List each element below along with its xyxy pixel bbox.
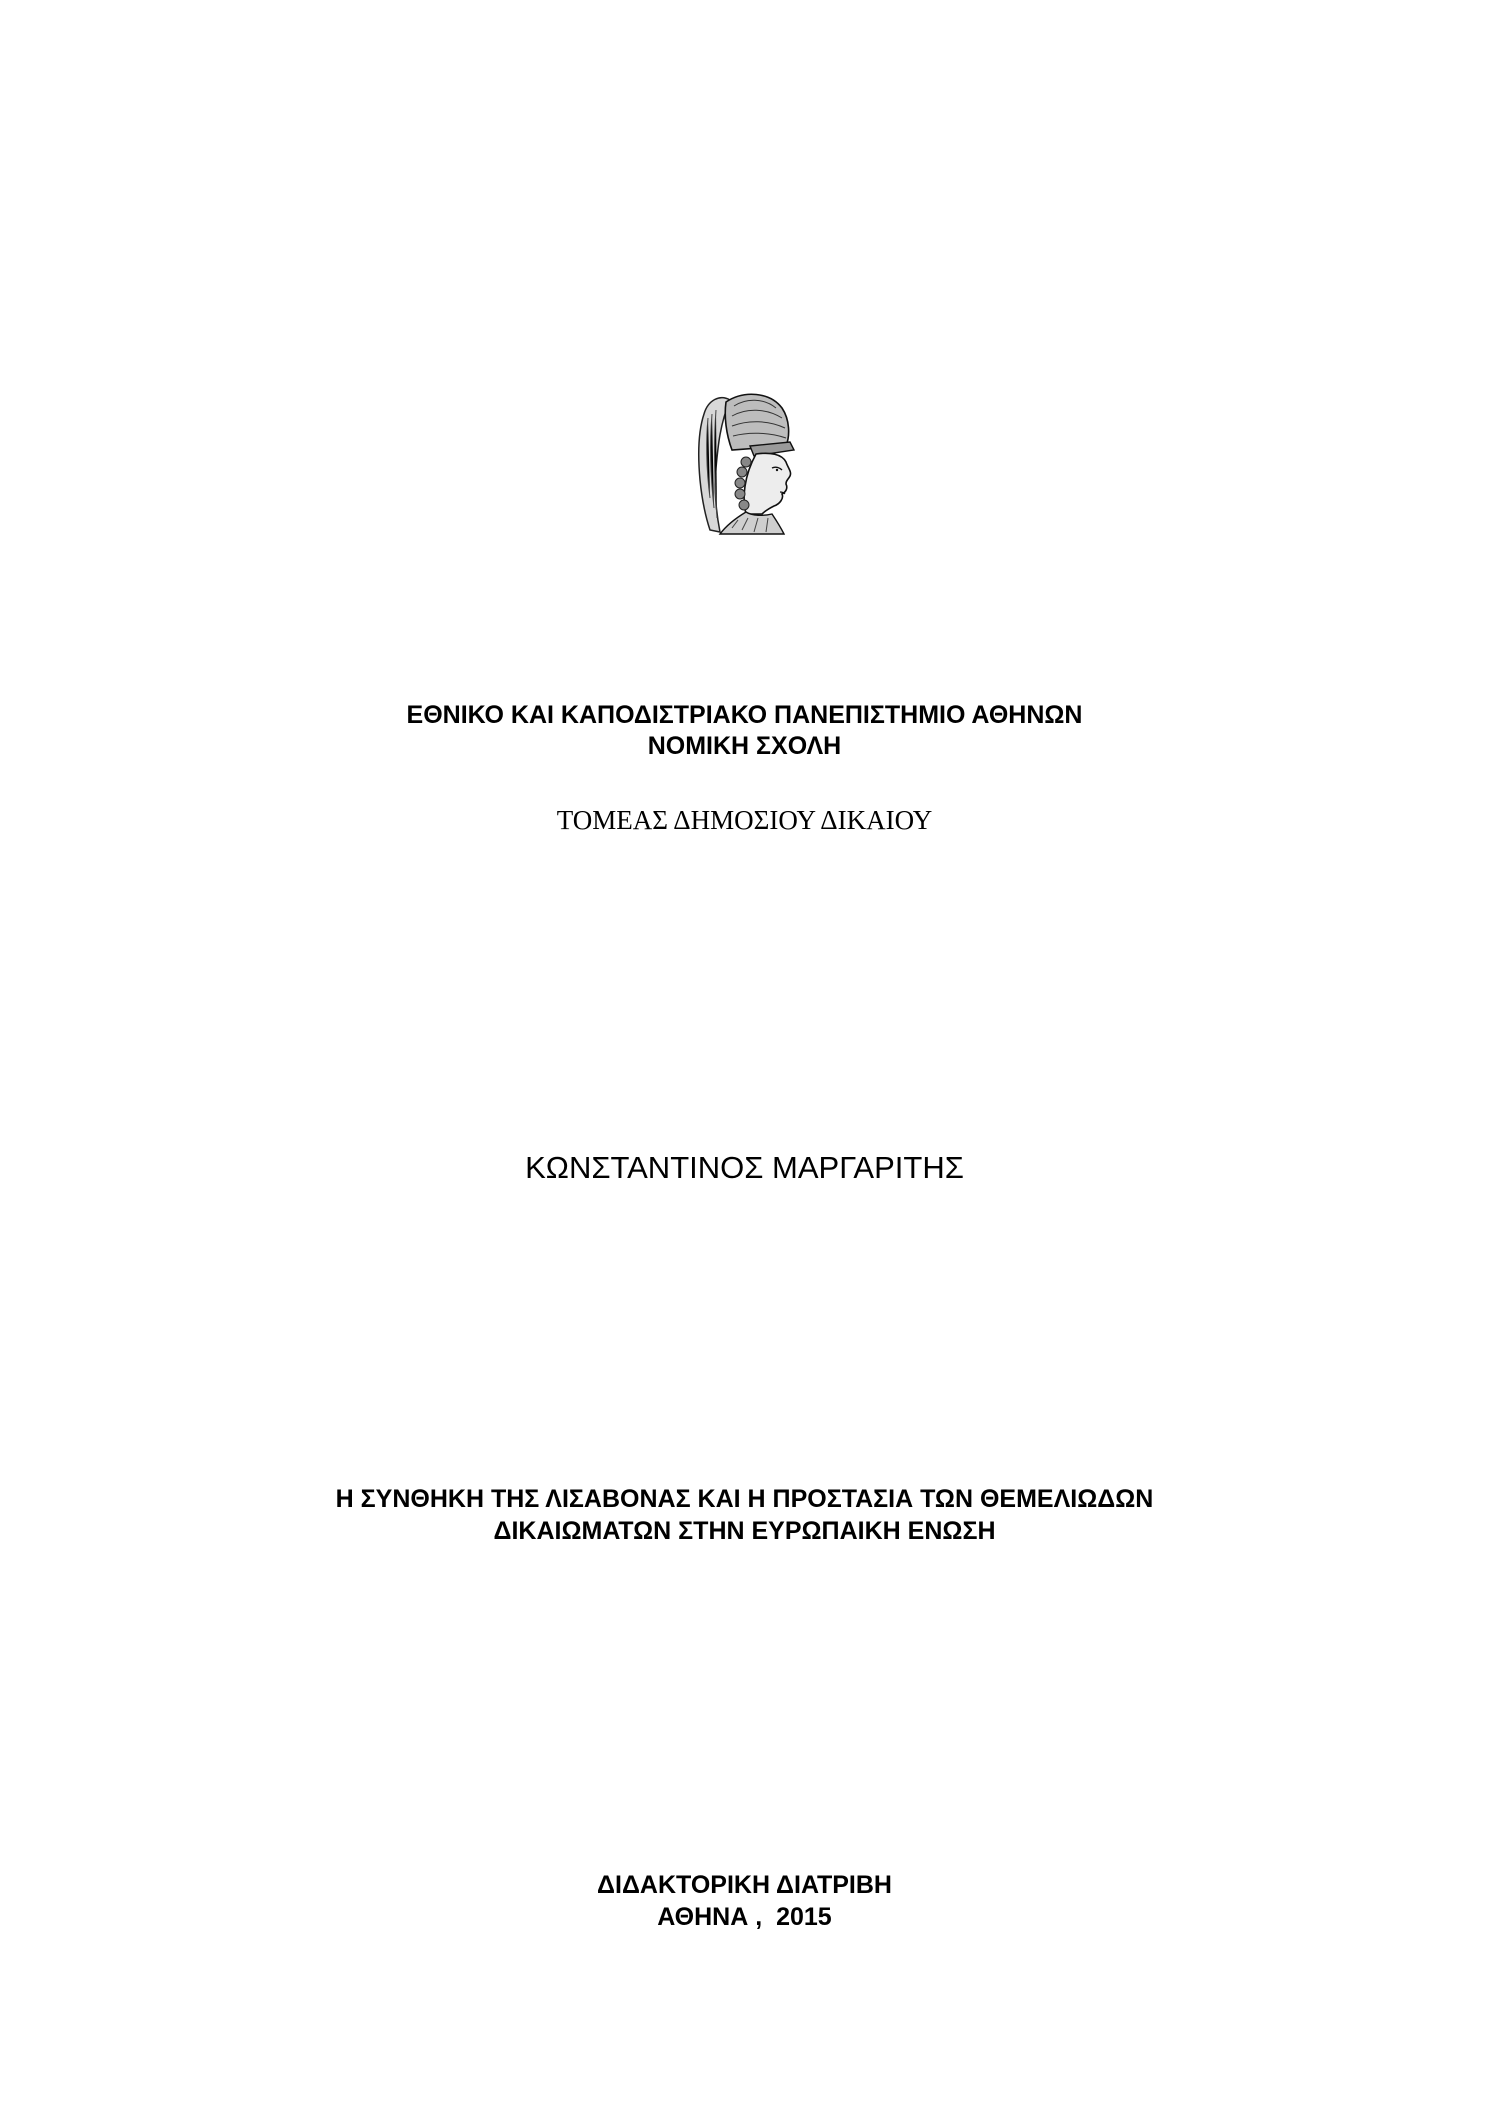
author-label: ΚΩΝΣΤΑΝΤΙΝΟΣ ΜΑΡΓΑΡΙΤΗΣ bbox=[525, 1150, 964, 1185]
thesis-title-line-2: ΔΙΚΑΙΩΜΑΤΩΝ ΣΤΗΝ ΕΥΡΩΠΑΙΚΗ ΕΝΩΣΗ bbox=[493, 1517, 996, 1545]
university-heading bbox=[0, 700, 1489, 762]
author-name bbox=[0, 1149, 1489, 1187]
thesis-title-line-1: Η ΣΥΝΘΗΚΗ ΤΗΣ ΛΙΣΑΒΟΝΑΣ ΚΑΙ Η ΠΡΟΣΤΑΣΙΑ ΤΩΝ ΘΕΜΕΛΙΩΔΩΝ bbox=[335, 1485, 1154, 1513]
department-label: ΤΟΜΕΑΣ ΔΗΜΟΣΙΟΥ ΔΙΚΑΙΟΥ bbox=[556, 805, 933, 835]
school-name: ΝΟΜΙΚΗ ΣΧΟΛΗ bbox=[647, 732, 842, 760]
university-name: ΕΘΝΙΚΟ ΚΑΙ ΚΑΠΟΔΙΣΤΡΙΑΚΟ ΠΑΝΕΠΙΣΤΗΜΙΟ ΑΘΗΝΩΝ bbox=[406, 701, 1083, 729]
thesis-type: ΔΙΔΑΚΤΟΡΙΚΗ ΔΙΑΤΡΙΒΗ bbox=[597, 1871, 892, 1899]
department-name bbox=[0, 804, 1489, 836]
thesis-footer bbox=[0, 1869, 1489, 1933]
place-year: ΑΘΗΝΑ , 2015 bbox=[657, 1903, 832, 1931]
thesis-title bbox=[0, 1483, 1489, 1547]
athena-head-seal-icon bbox=[690, 388, 802, 536]
